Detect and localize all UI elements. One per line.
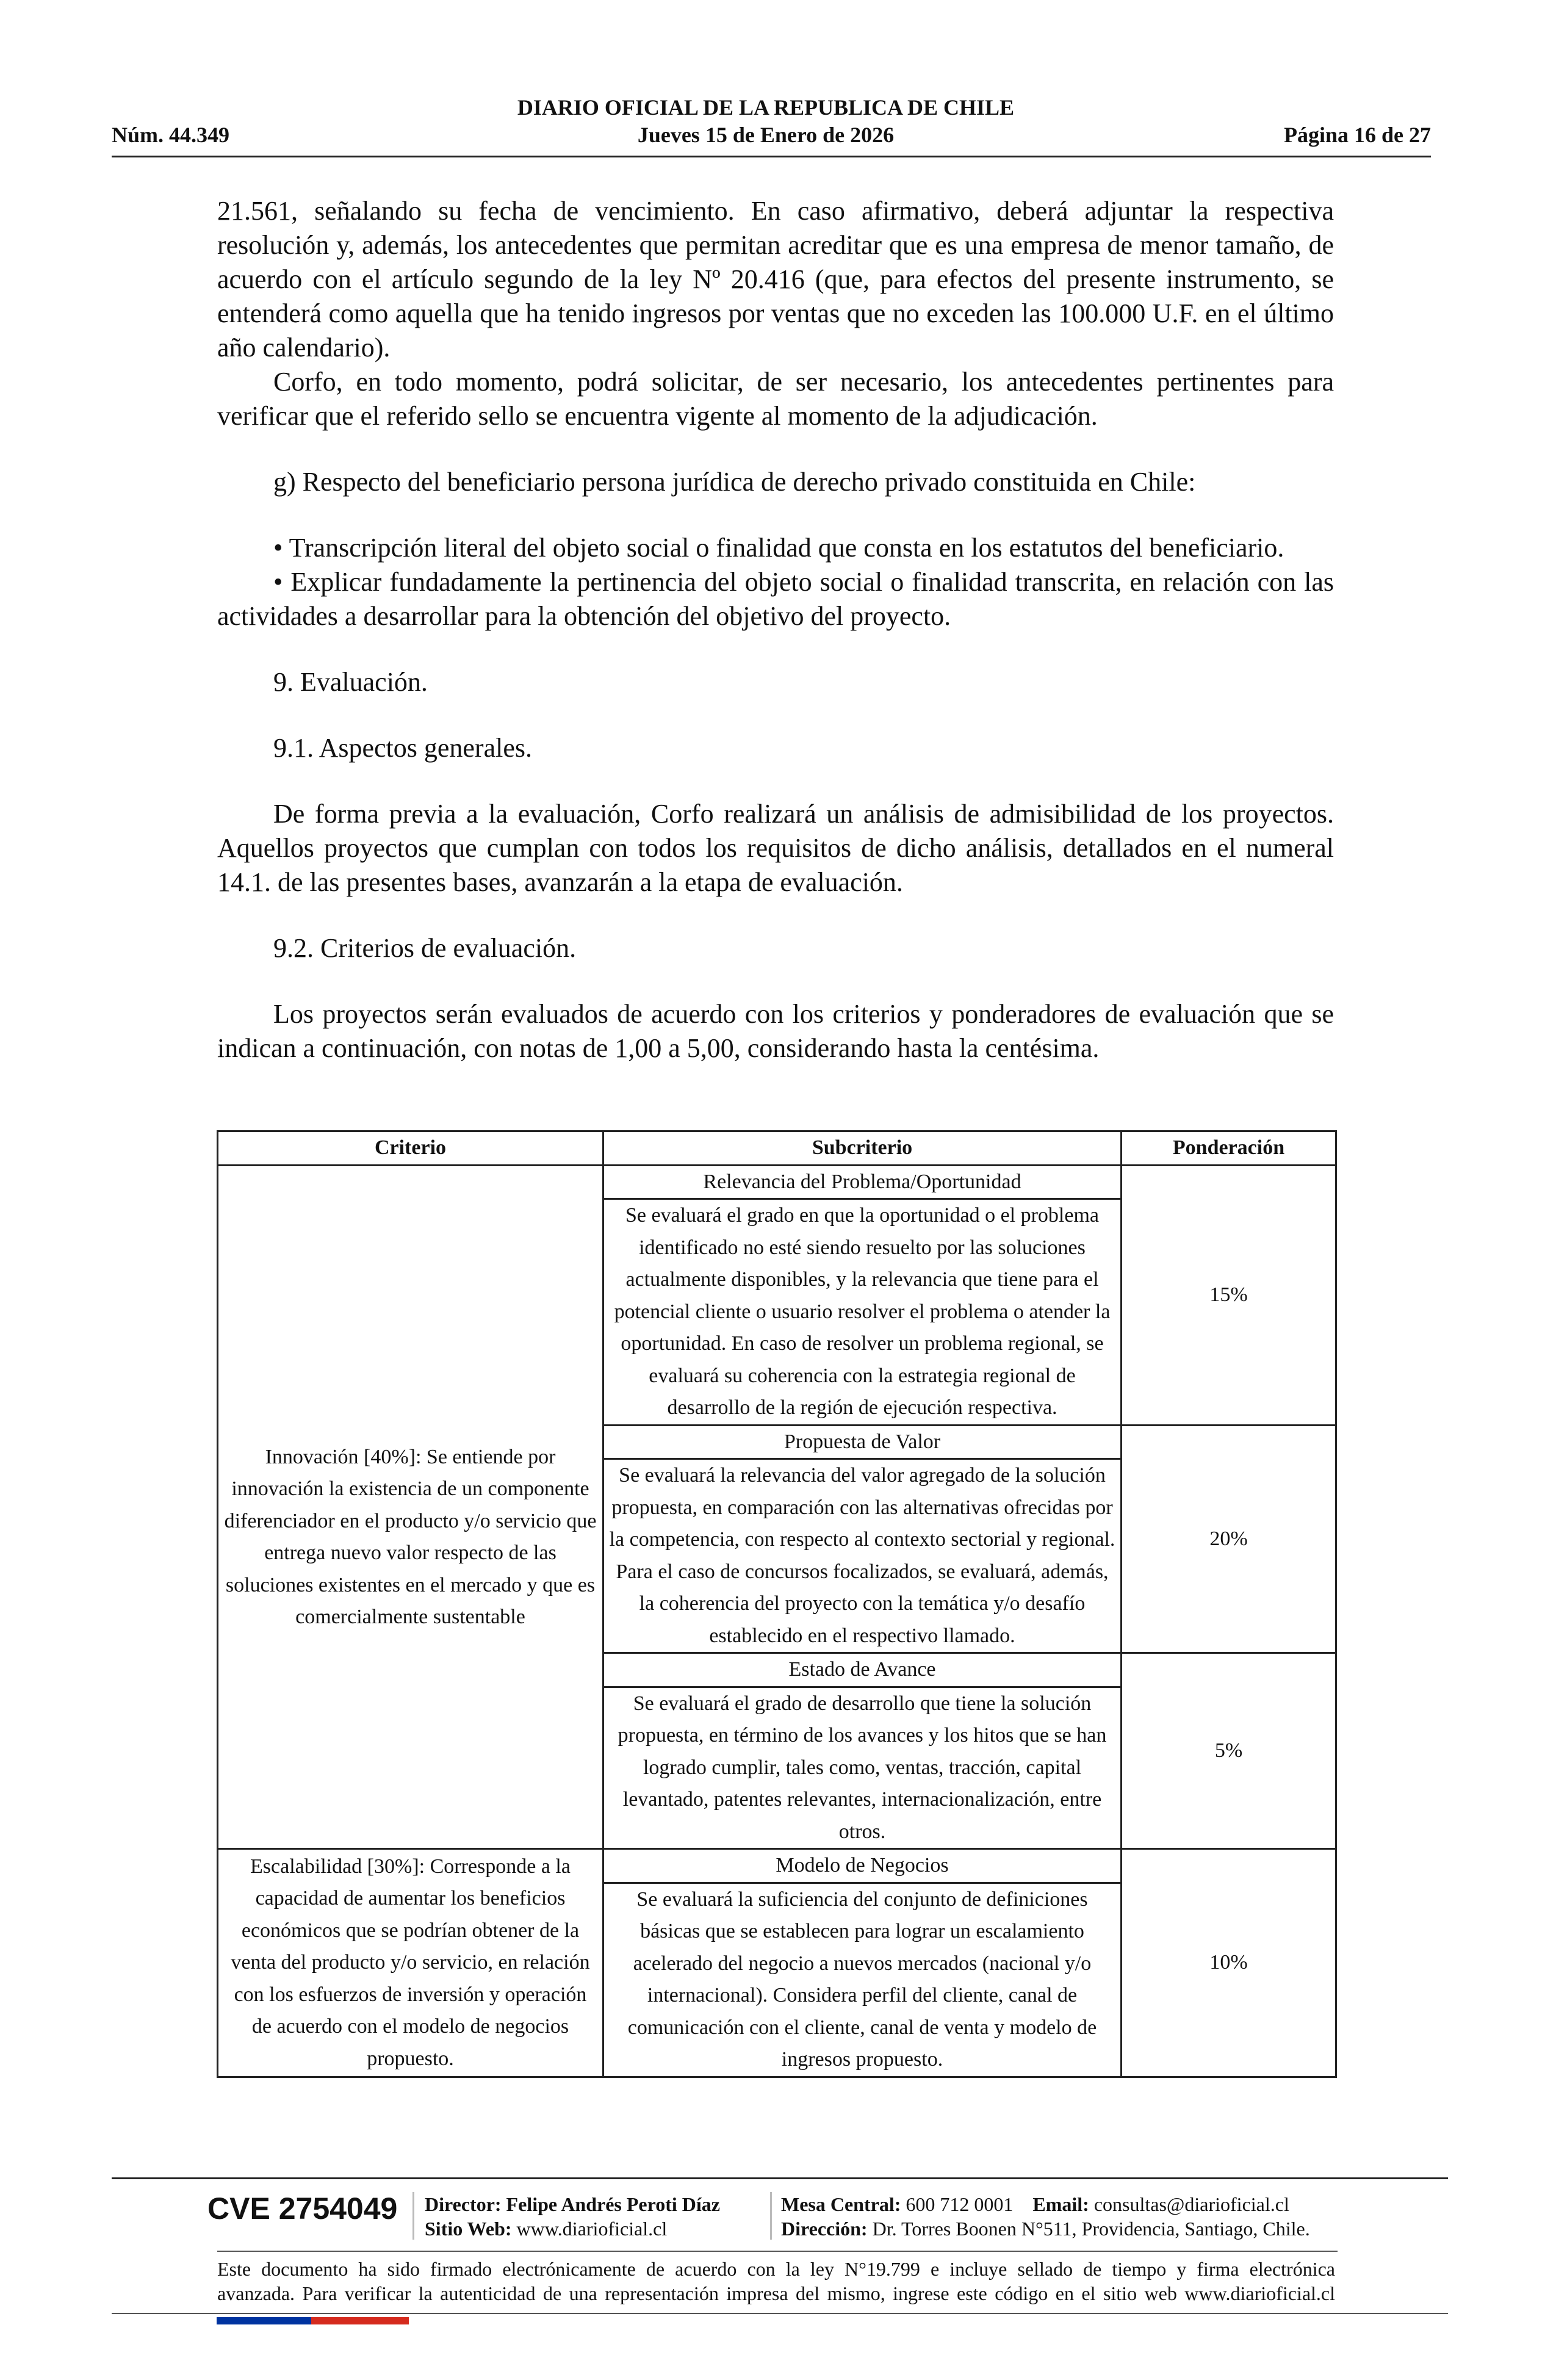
column-header-subcriterio: Subcriterio: [603, 1131, 1122, 1166]
director-name: Felipe Andrés Peroti Díaz: [506, 2193, 720, 2215]
footer-contact-block: [781, 2192, 1310, 2241]
subcriterion-title: Estado de Avance: [603, 1653, 1122, 1687]
newspaper-title: DIARIO OFICIAL DE LA REPUBLICA DE CHILE: [517, 95, 1015, 120]
footer-divider: [112, 2313, 1448, 2314]
subcriterion-description: Se evaluará la relevancia del valor agregado de la solución propuesta, en comparación con las alternativas ofrecidas por la competencia, con respecto al contexto sectorial y regional. Para el caso de concursos focalizados, se evaluará, además, la coherencia del proyecto con la temática y/o desafío establecido en el respectivo llamado.: [603, 1459, 1122, 1653]
subcriterion-description: Se evaluará el grado en que la oportunidad o el problema identificado no esté siendo resuelto por las soluciones actualmente disponibles, y la relevancia que tiene para el potencial cliente o usuario resolver el problema o atender la oportunidad. En caso de resolver un problema regional, se evaluará su coherencia con la estrategia regional de desarrollo de la región de ejecución respectiva.: [603, 1199, 1122, 1426]
mesa-label: Mesa Central:: [781, 2193, 901, 2215]
footer-divider: [112, 2177, 1448, 2179]
weight-value: 5%: [1122, 1653, 1336, 1849]
email-label: Email:: [1032, 2193, 1089, 2215]
footer-separator: [770, 2192, 772, 2240]
section-heading: 9. Evaluación.: [273, 667, 428, 697]
subcriterion-description: Se evaluará el grado de desarrollo que tiene la solución propuesta, en término de los avances y los hitos que se han logrado cumplir, tales como, ventas, tracción, capital levantado, patentes relevantes, internacionalización, entre otros.: [603, 1687, 1122, 1849]
footer-divider: [217, 2251, 1338, 2252]
weight-value: 10%: [1122, 1849, 1336, 2077]
flag-stripe-blue: [217, 2317, 311, 2324]
issue-date: Jueves 15 de Enero de 2026: [637, 123, 895, 147]
footer-separator: [412, 2192, 414, 2240]
paragraph: 21.561, señalando su fecha de vencimiento. En caso afirmativo, deberá adjuntar la respectiva resolución y, además, los antecedentes que permitan acreditar que es una empresa de menor tamaño, de acuerdo con el artículo segundo de la ley Nº 20.416 (que, para efectos del presente instrumento, se entenderá como aquella que ha tenido ingresos por ventas que no exceden las 100.000 U.F. en el último año calendario).: [217, 196, 1334, 362]
document-body: [217, 194, 1334, 1066]
subcriterion-title: Relevancia del Problema/Oportunidad: [603, 1165, 1122, 1199]
cve-code: CVE 2754049: [207, 2191, 398, 2226]
criterion-innovacion: Innovación [40%]: Se entiende por innovación la existencia de un componente diferenciador en el producto y/o servicio que entrega nuevo valor respecto de las soluciones existentes en el mercado y que es comercialmente sustentable: [218, 1165, 603, 1849]
legal-line: Este documento ha sido firmado electrónicamente de acuerdo con la ley N°19.799 e incluye sellado de tiempo y firma electrónica: [217, 2258, 1335, 2280]
bullet-item: • Transcripción literal del objeto social o finalidad que consta en los estatutos del beneficiario.: [273, 533, 1284, 563]
website-label: Sitio Web:: [425, 2218, 512, 2240]
paragraph: Los proyectos serán evaluados de acuerdo con los criterios y ponderadores de evaluación que se indican a continuación, con notas de 1,00 a 5,00, considerando hasta la centésima.: [217, 999, 1334, 1063]
weight-value: 20%: [1122, 1425, 1336, 1653]
subsection-heading: 9.2. Criterios de evaluación.: [273, 933, 577, 963]
footer-director-block: [425, 2192, 720, 2241]
paragraph: De forma previa a la evaluación, Corfo realizará un análisis de admisibilidad de los proyectos. Aquellos proyectos que cumplan con todos los requisitos de dicho análisis, detallados en el numeral 14.1. de las presentes bases, avanzarán a la etapa de evaluación.: [217, 799, 1334, 897]
website-link[interactable]: www.diarioficial.cl: [516, 2218, 668, 2240]
address-value: Dr. Torres Boonen N°511, Providencia, Santiago, Chile.: [872, 2218, 1310, 2240]
evaluation-criteria-table: [217, 1130, 1337, 2078]
footer-legal-notice: [217, 2257, 1335, 2306]
weight-value: 15%: [1122, 1165, 1336, 1425]
table-header-row: [218, 1131, 1336, 1166]
table-row: [218, 1165, 1336, 1199]
table-row: [218, 1849, 1336, 1883]
subsection-heading: 9.1. Aspectos generales.: [273, 733, 532, 763]
paragraph: Corfo, en todo momento, podrá solicitar, de ser necesario, los antecedentes pertinentes para verificar que el referido sello se encuentra vigente al momento de la adjudicación.: [217, 367, 1334, 431]
header-divider: [112, 156, 1431, 157]
page-number: Página 16 de 27: [1283, 123, 1431, 147]
mesa-phone: 600 712 0001: [906, 2193, 1014, 2215]
subcriterion-title: Propuesta de Valor: [603, 1425, 1122, 1459]
subcriterion-title: Modelo de Negocios: [603, 1849, 1122, 1883]
legal-line: avanzada. Para verificar la autenticidad de una representación impresa del mismo, ingrese este código en el sitio web www.diarioficial.cl: [217, 2282, 1335, 2304]
flag-stripe-red: [311, 2317, 409, 2324]
paragraph: g) Respecto del beneficiario persona jurídica de derecho privado constituida en Chile:: [273, 467, 1196, 497]
email-link[interactable]: consultas@diarioficial.cl: [1093, 2193, 1289, 2215]
bullet-item: • Explicar fundadamente la pertinencia del objeto social o finalidad transcrita, en relación con las actividades a desarrollar para la obtención del objetivo del proyecto.: [217, 567, 1334, 631]
criterion-escalabilidad: Escalabilidad [30%]: Corresponde a la capacidad de aumentar los beneficios económicos que se podrían obtener de la venta del producto y/o servicio, en relación con los esfuerzos de inversión y operación de acuerdo con el modelo de negocios propuesto.: [218, 1849, 603, 2077]
director-label: Director:: [425, 2193, 502, 2215]
column-header-ponderacion: Ponderación: [1122, 1131, 1336, 1166]
subcriterion-description: Se evaluará la suficiencia del conjunto de definiciones básicas que se establecen para lograr un escalamiento acelerado del negocio a nuevos mercados (nacional y/o internacional). Considera perfil del cliente, canal de comunicación con el cliente, canal de venta y modelo de ingresos propuesto.: [603, 1883, 1122, 2077]
column-header-criterio: Criterio: [218, 1131, 603, 1166]
issue-number: Núm. 44.349: [112, 123, 230, 147]
address-label: Dirección:: [781, 2218, 868, 2240]
